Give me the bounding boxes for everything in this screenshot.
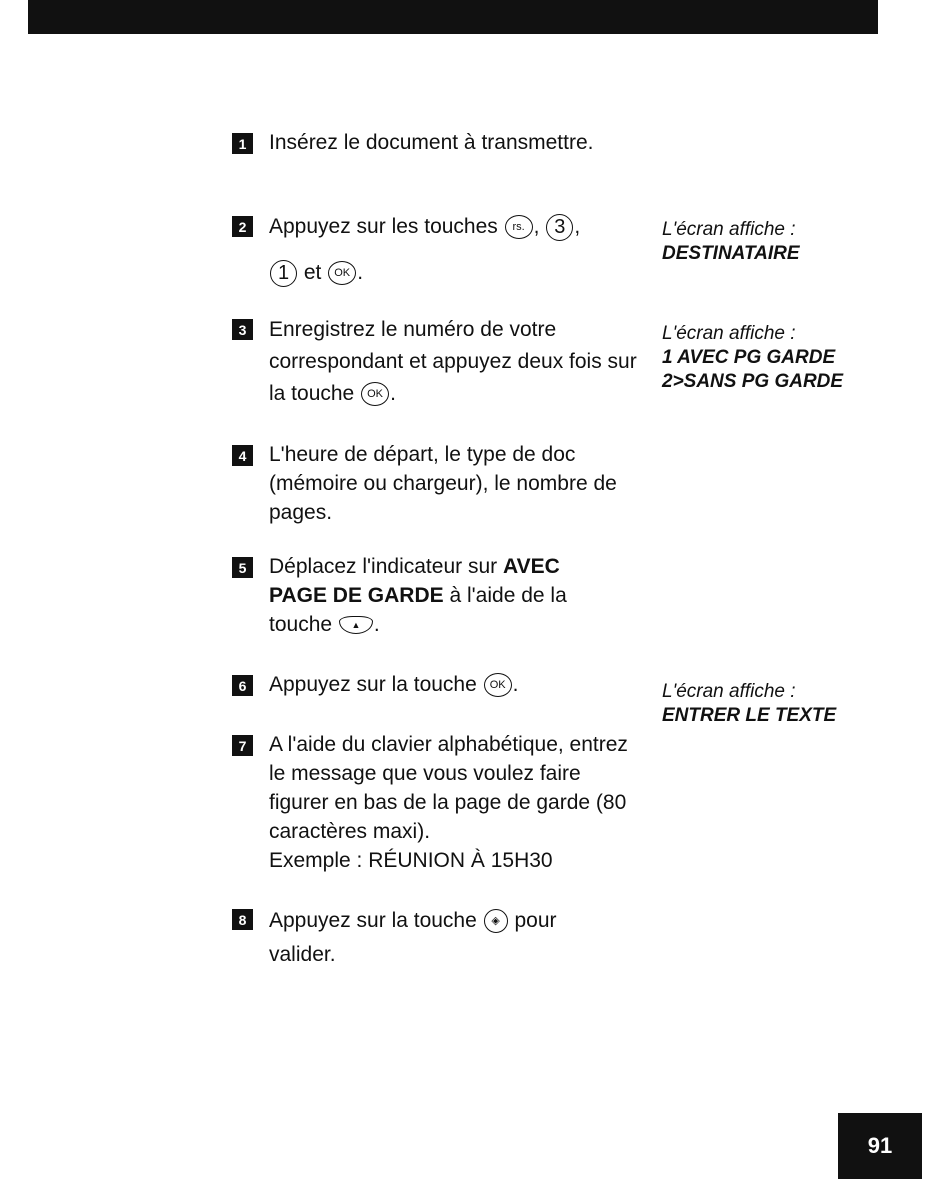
- ok-key-icon: OK: [484, 673, 512, 697]
- step-text-end: pour valider.: [269, 909, 557, 966]
- bold-option: AVEC PAGE DE GARDE: [269, 555, 560, 607]
- top-bar: [28, 0, 878, 34]
- step-text: [269, 730, 629, 875]
- step-text: L'heure de départ, le type de doc (mémoire ou chargeur), le nombre de pages.: [269, 443, 617, 524]
- step-text-start: Appuyez sur la touche: [269, 909, 477, 932]
- note-intro: L'écran affiche :: [662, 681, 796, 702]
- step-number: 6: [232, 675, 253, 696]
- step-text-end: .: [512, 673, 519, 696]
- note-value: DESTINATAIRE: [662, 243, 800, 264]
- step-text-start: Déplacez l'indicateur sur: [269, 555, 498, 578]
- note-value: 2>SANS PG GARDE: [662, 371, 844, 392]
- screen-note-3: [662, 680, 922, 728]
- note-value: 1 AVEC PG GARDE: [662, 347, 836, 368]
- step-text-start: Appuyez sur les touches: [269, 215, 498, 238]
- step-text-start: Enregistrez le numéro de votre correspondant et appuyez deux fois sur la touche: [269, 318, 637, 405]
- step-text-body: A l'aide du clavier alphabétique, entrez le message que vous voulez faire figurer en bas de la page de garde (80 caractères maxi).: [269, 733, 628, 843]
- step-number: 8: [232, 909, 253, 930]
- step-number: 3: [232, 319, 253, 340]
- step-number: 5: [232, 557, 253, 578]
- ok-key-icon: OK: [361, 382, 389, 406]
- screen-note-2: [662, 322, 922, 394]
- step-5: [232, 552, 642, 639]
- page-number: 91: [838, 1113, 922, 1179]
- step-1: [232, 128, 642, 157]
- step-3: [232, 314, 642, 410]
- step-4: [232, 440, 642, 527]
- step-number: 4: [232, 445, 253, 466]
- note-intro: L'écran affiche :: [662, 219, 796, 240]
- step-number: 7: [232, 735, 253, 756]
- step-number: 1: [232, 133, 253, 154]
- step-text-start: Appuyez sur la touche: [269, 673, 477, 696]
- step-example: Exemple : RÉUNION À 15H30: [269, 849, 553, 872]
- step-text: [269, 204, 642, 296]
- step-6: [232, 670, 642, 699]
- and-word: et: [303, 261, 322, 284]
- start-key-icon: ◈: [484, 909, 508, 933]
- step-text: [269, 670, 642, 699]
- key-3-icon: 3: [546, 214, 573, 241]
- step-text: [269, 904, 609, 972]
- screen-note-1: [662, 218, 922, 266]
- separator: ,: [574, 215, 581, 238]
- step-text: Insérez le document à transmettre.: [269, 131, 594, 154]
- step-8: [232, 904, 642, 972]
- step-text-end: .: [390, 382, 396, 405]
- step-text-end: .: [373, 613, 380, 636]
- step-text-middle: à l'aide de la touche: [269, 584, 567, 636]
- step-text: [269, 552, 609, 639]
- step-text-end: .: [357, 261, 364, 284]
- step-2: [232, 204, 642, 296]
- note-intro: L'écran affiche :: [662, 323, 796, 344]
- separator: ,: [533, 215, 540, 238]
- step-7: [232, 730, 642, 875]
- ok-key-icon: OK: [328, 261, 356, 285]
- key-1-icon: 1: [270, 260, 297, 287]
- up-arrow-key-icon: ▲: [339, 616, 373, 634]
- step-number: 2: [232, 216, 253, 237]
- rs-key-icon: rs.: [505, 215, 533, 239]
- note-value: ENTRER LE TEXTE: [662, 705, 837, 726]
- step-text: [269, 314, 642, 410]
